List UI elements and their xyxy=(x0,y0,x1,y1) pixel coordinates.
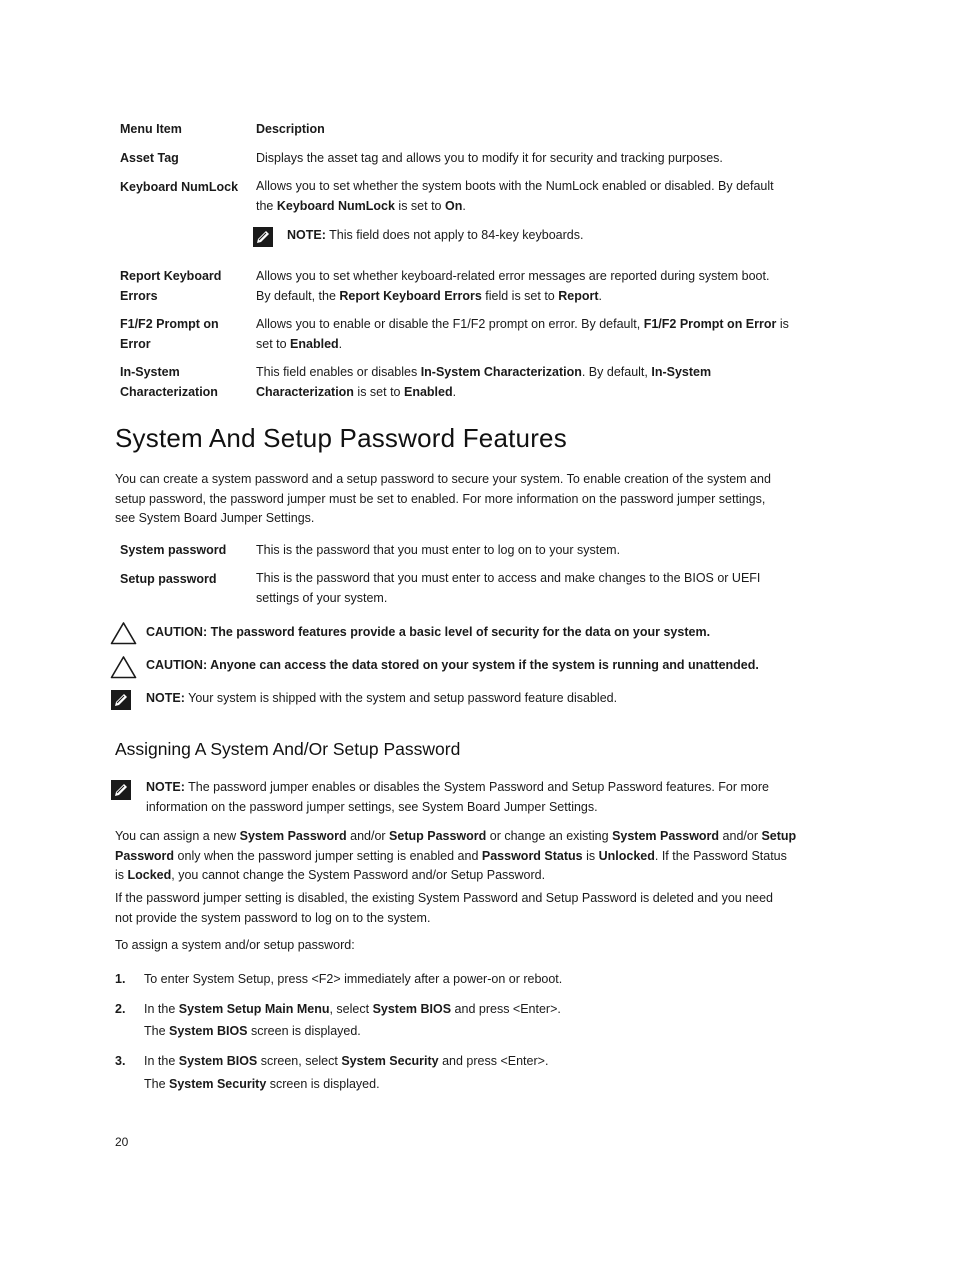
step-2-text: In the System Setup Main Menu, select System BIOS and press <Enter>. xyxy=(144,1002,561,1016)
caution-basic-security: CAUTION: The password features provide a basic level of security for the data on your system. xyxy=(146,625,711,639)
caution-unattended: CAUTION: Anyone can access the data stored on your system if the system is running and unattended. xyxy=(146,658,759,672)
row-system-password-desc: This is the password that you must enter to log on to your system. xyxy=(256,543,621,557)
row-setup-password-desc: This is the password that you must enter to access and make changes to the BIOS or UEFI settings of your system. xyxy=(256,571,761,605)
note-pencil-icon xyxy=(253,227,273,247)
page-number: 20 xyxy=(115,1135,129,1149)
row-asset-tag-desc: Displays the asset tag and allows you to modify it for security and tracking purposes. xyxy=(256,151,723,165)
step-2-number: 2. xyxy=(115,1002,126,1016)
row-system-password-label: System password xyxy=(120,543,227,557)
section-title-password-features: System And Setup Password Features xyxy=(115,423,567,453)
row-asset-tag-label: Asset Tag xyxy=(120,151,179,165)
row-in-system-characterization-desc: This field enables or disables In-System Characterization. By default, In-System Characterization is set to Enabled. xyxy=(256,365,712,399)
note-numlock: NOTE: This field does not apply to 84-key keyboards. xyxy=(287,228,584,242)
step-3-text: In the System BIOS screen, select System Security and press <Enter>. xyxy=(144,1054,549,1068)
section2-paragraph-steps-intro: To assign a system and/or setup password: xyxy=(115,938,355,952)
step-1-number: 1. xyxy=(115,972,126,986)
section2-paragraph-assign: You can assign a new System Password and/or Setup Password or change an existing System Password and/or Setup Password only when the password jumper setting is enabled and Password Status is Unlocked. If the Password Status is Locked, you cannot change the System Password and/or Setup Password. xyxy=(115,829,797,882)
section1-intro: You can create a system password and a setup password to secure your system. To enable creation of the system and setup password, the password jumper must be set to enabled. For more information on the password jumper settings, see System Board Jumper Settings. xyxy=(115,472,771,525)
table-header-description: Description xyxy=(256,122,325,136)
note-pencil-icon xyxy=(111,690,131,710)
section-title-assigning-password: Assigning A System And/Or Setup Password xyxy=(115,739,461,759)
row-report-keyboard-errors-label: Report Keyboard Errors xyxy=(120,269,222,303)
caution-triangle-icon xyxy=(110,621,137,645)
row-setup-password-label: Setup password xyxy=(120,572,217,586)
desc-line: the Keyboard NumLock is set to On. xyxy=(256,198,466,213)
note-password-jumper: NOTE: The password jumper enables or disables the System Password and Setup Password features. For more information on the password jumper settings, see System Board Jumper Settings. xyxy=(146,780,769,814)
note-shipped-disabled: NOTE: Your system is shipped with the system and setup password feature disabled. xyxy=(146,691,618,705)
row-in-system-characterization-label: In-System Characterization xyxy=(120,365,218,399)
section2-paragraph-disabled: If the password jumper setting is disabled, the existing System Password and Setup Password is deleted and you need not provide the system password to log on to the system. xyxy=(115,891,774,925)
step-3-number: 3. xyxy=(115,1054,126,1068)
row-keyboard-numlock-desc xyxy=(256,177,816,216)
caution-triangle-icon xyxy=(110,655,137,679)
row-f1f2-prompt-label: F1/F2 Prompt on Error xyxy=(120,317,219,351)
row-keyboard-numlock-label: Keyboard NumLock xyxy=(120,180,239,194)
table-header-menu-item: Menu Item xyxy=(120,122,182,136)
step-3-result: The System Security screen is displayed. xyxy=(144,1077,380,1091)
note-pencil-icon xyxy=(111,780,131,800)
row-report-keyboard-errors-desc: Allows you to set whether keyboard-related error messages are reported during system boot. By default, the Report Keyboard Errors field is set to Report. xyxy=(256,269,770,303)
step-2-result: The System BIOS screen is displayed. xyxy=(144,1024,361,1038)
step-1-text: To enter System Setup, press <F2> immediately after a power-on or reboot. xyxy=(144,972,563,986)
desc-line: Allows you to set whether the system boots with the NumLock enabled or disabled. By default xyxy=(256,179,774,193)
row-f1f2-prompt-desc: Allows you to enable or disable the F1/F2 prompt on error. By default, F1/F2 Prompt on Error is set to Enabled. xyxy=(256,317,789,351)
